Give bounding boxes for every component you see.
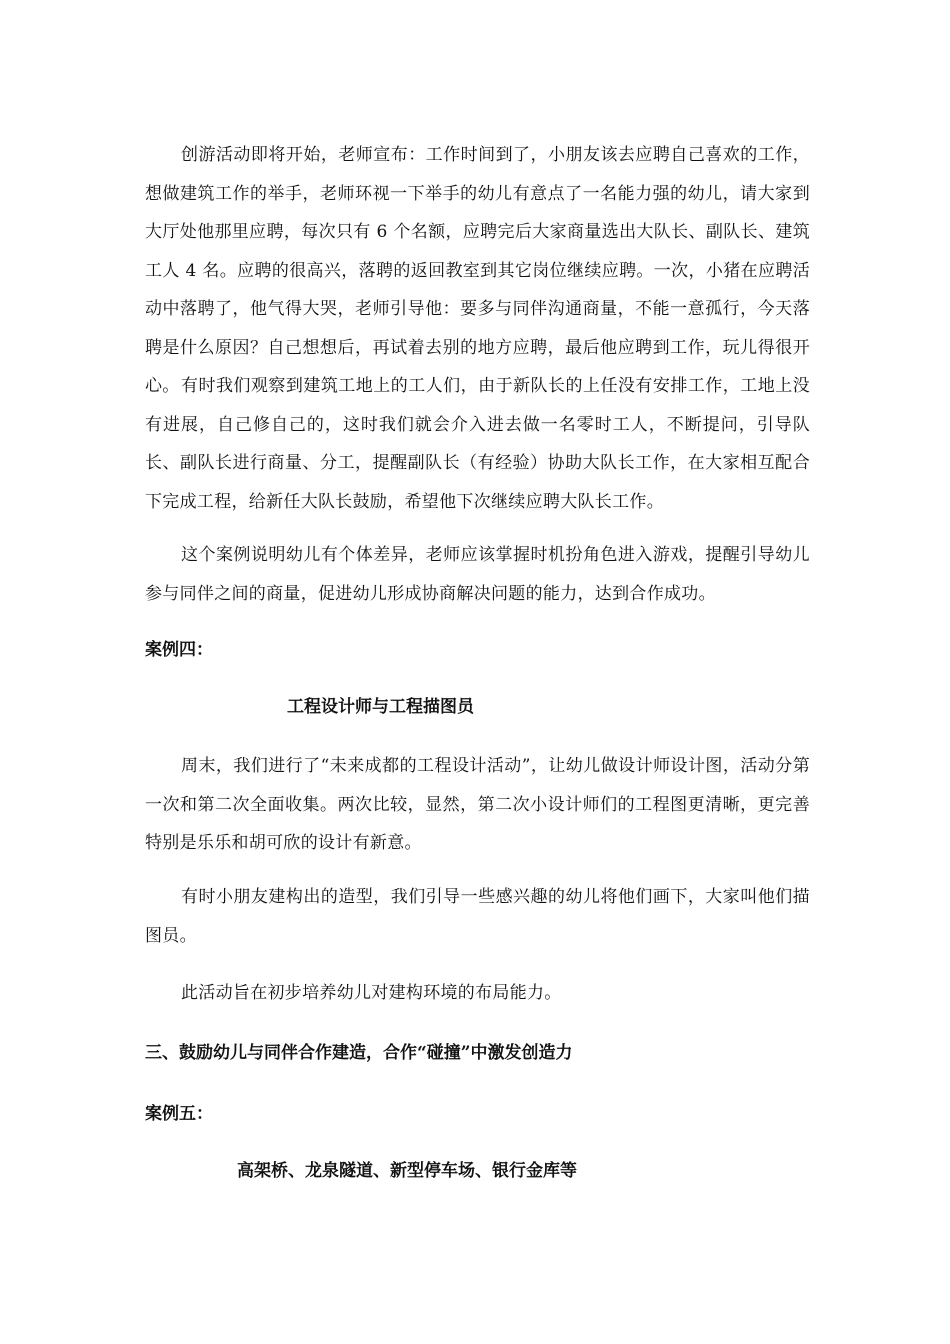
paragraph-case-summary: 这个案例说明幼儿有个体差异，老师应该掌握时机扮角色进入游戏，提醒引导幼儿参与同伴之间的商量，促进幼儿形成协商解决问题的能力，达到合作成功。 <box>145 545 810 604</box>
case-four-label: 案例四： <box>145 640 213 660</box>
case-five-title: 高架桥、龙泉隧道、新型停车场、银行金库等 <box>237 1161 577 1181</box>
paragraph-recruitment-activity: 创游活动即将开始，老师宣布：工作时间到了，小朋友该去应聘自己喜欢的工作，想做建筑工作的举手，老师环视一下举手的幼儿有意点了一名能力强的幼儿，请大家到大厅处他那里应聘，每次只有 6 个名额，应聘完后大家商量选出大队长、副队长、建筑工人 4 名。应聘的很高兴，落聘的返回教室到其它岗位继续应聘。一次，小猪在应聘活动中落聘了，他气得大哭，老师引导他：要多与同伴沟通商量，不能一意孤行，今天落聘是什么原因？自己想想后，再试着去别的地方应聘，最后他应聘到工作，玩儿得很开心。 <box>145 145 810 396</box>
case-four-title: 工程设计师与工程描图员 <box>287 697 474 717</box>
paragraph-weekend-design: 周末，我们进行了“未来成都的工程设计活动”，让幼儿做设计师设计图，活动分第一次和第二次全面收集。两次比较，显然，第二次小设计师们的工程图更清晰，更完善特别是乐乐和胡可欣的设计有新意。 <box>145 756 810 853</box>
case-five-label: 案例五： <box>145 1104 213 1124</box>
section-three-heading: 三、鼓励幼儿与同伴合作建造，合作“碰撞”中激发创造力 <box>145 1043 573 1063</box>
paragraph-tracers: 有时小朋友建构出的造型，我们引导一些感兴趣的幼儿将他们画下，大家叫他们描图员。 <box>145 887 810 946</box>
paragraph-activity-purpose: 此活动旨在初步培养幼儿对建构环境的布局能力。 <box>181 983 562 1003</box>
paragraph-construction-site: 有时我们观察到建筑工地上的工人们，由于新队长的上任没有安排工作，工地上没有进展，自己修自己的，这时我们就会介入进去做一名零时工人，不断提问，引导队长、副队长进行商量、分工，提醒副队长（有经验）协助大队长工作，在大家相互配合下完成工程，给新任大队长鼓励，希望他下次继续应聘大队长工作。 <box>145 376 810 512</box>
